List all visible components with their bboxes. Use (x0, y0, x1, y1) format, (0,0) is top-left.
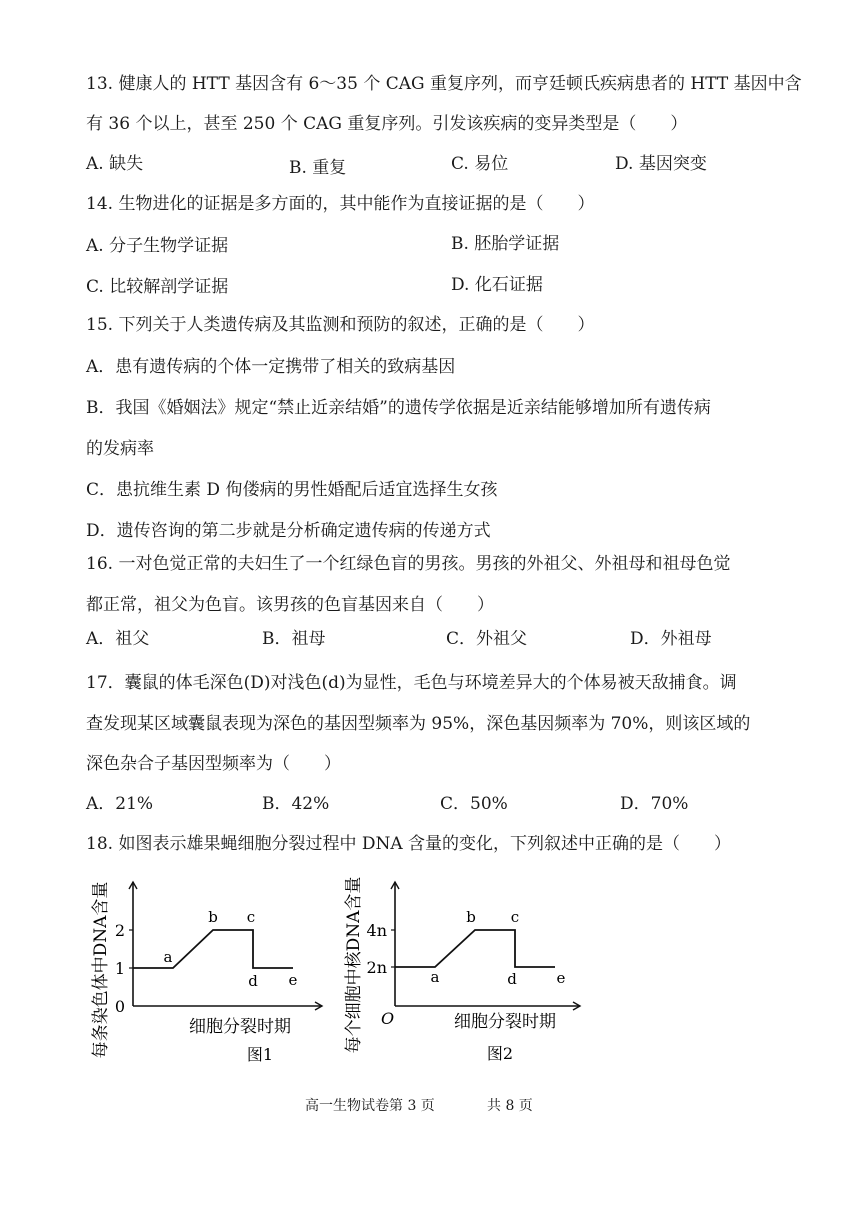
q15-option-b-line1: B．我国《婚姻法》规定“禁止近亲结婚”的遗传学依据是近亲结能够增加所有遗传病 (86, 398, 711, 418)
origin-label: O (381, 1009, 395, 1028)
q16-option-b: B．祖母 (262, 629, 326, 649)
series-line (133, 930, 293, 968)
y-axis-label: 每个细胞中核DNA含量 (344, 876, 364, 1054)
footer-page-info: 高一生物试卷第 3 页 (305, 1098, 435, 1114)
q15-option-b-line2: 的发病率 (86, 439, 154, 459)
q13-option-b: B. 重复 (289, 158, 347, 178)
q15-option-d: D．遗传咨询的第二步就是分析确定遗传病的传递方式 (86, 521, 491, 541)
q14-option-b: B. 胚胎学证据 (451, 234, 560, 254)
q14-option-c: C. 比较解剖学证据 (86, 277, 229, 297)
point-label-a: a (163, 948, 173, 966)
y-axis-label: 每条染色体中DNA含量 (91, 881, 111, 1059)
q13-stem-line2: 有 36 个以上，甚至 250 个 CAG 重复序列。引发该疾病的变异类型是（ ） (86, 114, 688, 134)
q16-option-d: D．外祖母 (630, 629, 712, 649)
q18-stem: 18. 如图表示雄果蝇细胞分裂过程中 DNA 含量的变化，下列叙述中正确的是（ ） (86, 834, 732, 854)
q14-option-d: D. 化石证据 (451, 275, 543, 295)
q14-option-a: A. 分子生物学证据 (86, 236, 229, 256)
x-axis-label: 细胞分裂时期 (454, 1012, 556, 1032)
q15-option-c: C．患抗维生素 D 佝偻病的男性婚配后适宜选择生女孩 (86, 480, 498, 500)
chart-title: 图1 (246, 1045, 274, 1064)
q17-stem-line1: 17．囊鼠的体毛深色(D)对浅色(d)为显性，毛色与环境差异大的个体易被天敌捕食。调 (86, 673, 737, 693)
chart-title: 图2 (486, 1044, 514, 1063)
q15-option-a: A．患有遗传病的个体一定携带了相关的致病基因 (86, 357, 456, 377)
q13-option-d: D. 基因突变 (615, 154, 707, 174)
q17-option-b: B．42% (262, 794, 330, 814)
q16-option-c: C．外祖父 (446, 629, 528, 649)
point-label-b: b (466, 908, 476, 926)
q17-option-c: C．50% (440, 794, 508, 814)
x-axis-label: 细胞分裂时期 (189, 1017, 291, 1037)
q16-stem-line1: 16. 一对色觉正常的夫妇生了一个红绿色盲的男孩。男孩的外祖父、外祖母和祖母色觉 (86, 554, 731, 574)
q13-option-a: A. 缺失 (86, 154, 144, 174)
point-label-e: e (556, 969, 566, 987)
y-tick-label: 2 (114, 921, 125, 940)
q16-option-a: A．祖父 (86, 629, 150, 649)
y-tick-label: 1 (114, 959, 125, 978)
y-tick-label: 2n (366, 958, 387, 977)
q16-stem-line2: 都正常，祖父为色盲。该男孩的色盲基因来自（ ） (86, 595, 494, 615)
q14-stem: 14. 生物进化的证据是多方面的，其中能作为直接证据的是（ ） (86, 194, 595, 214)
point-label-b: b (208, 908, 218, 926)
q13-stem-line1: 13. 健康人的 HTT 基因含有 6～35 个 CAG 重复序列，而亨廷顿氏疾病患者的 HTT 基因中含 (86, 74, 802, 94)
q17-stem-line2: 查发现某区域囊鼠表现为深色的基因型频率为 95%，深色基因频率为 70%，则该区域的 (86, 714, 751, 734)
point-label-d: d (248, 972, 258, 990)
q17-stem-line3: 深色杂合子基因型频率为（ ） (86, 754, 341, 774)
y-tick-label: 4n (366, 921, 387, 940)
series-line (395, 930, 555, 967)
footer-total-pages: 共 8 页 (487, 1098, 533, 1114)
q13-option-c: C. 易位 (451, 154, 509, 174)
q15-stem: 15. 下列关于人类遗传病及其监测和预防的叙述，正确的是（ ） (86, 315, 595, 335)
q17-option-d: D．70% (620, 794, 689, 814)
figure-2-chart (335, 870, 610, 1070)
y-tick-label: 0 (114, 997, 125, 1016)
figure-1-chart (80, 870, 340, 1070)
point-label-a: a (430, 968, 440, 986)
point-label-e: e (288, 971, 298, 989)
point-label-c: c (510, 908, 520, 926)
point-label-c: c (246, 908, 256, 926)
q17-option-a: A．21% (86, 794, 154, 814)
point-label-d: d (507, 970, 517, 988)
